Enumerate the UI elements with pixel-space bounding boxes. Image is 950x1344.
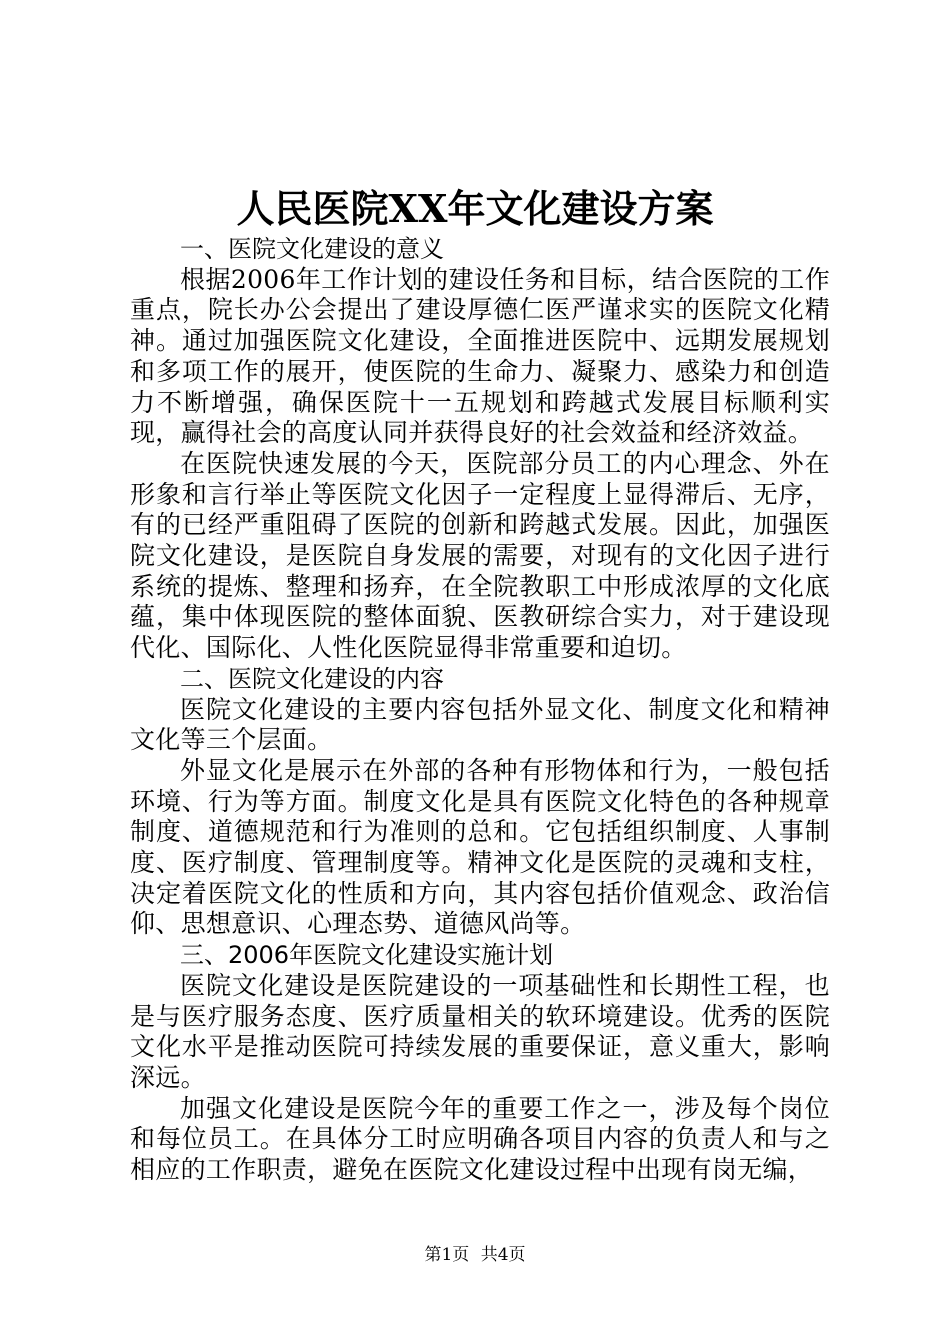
section-heading: 二、医院文化建设的内容 (180, 664, 444, 693)
section-heading: 一、医院文化建设的意义 (180, 235, 444, 263)
page-total: 共4页 (480, 1245, 526, 1265)
paragraph: 医院文化建设的主要内容包括外显文化、制度文化和精神文化等三个层面。 (130, 694, 830, 755)
paragraph: 在医院快速发展的今天，医院部分员工的内心理念、外在形象和言行举止等医院文化因子一定程度上显得滞后、无序，有的已经严重阻碍了医院的创新和跨越式发展。因此，加强医院文化建设，是医院自身发展的需要，对现有的文化因子进行系统的提炼、整理和扬弃，在全院教职工中形成浓厚的文化底蕴，集中体现医院的整体面貌、医教研综合实力，对于建设现代化、国际化、人性化医院显得非常重要和迫切。 (130, 448, 830, 663)
section-heading: 三、2006年医院文化建设实施计划 (180, 941, 554, 970)
paragraph: 医院文化建设是医院建设的一项基础性和长期性工程，也是与医疗服务态度、医疗质量相关的软环境建设。优秀的医院文化水平是推动医院可持续发展的重要保证，意义重大，影响深远。 (130, 970, 830, 1092)
paragraph: 加强文化建设是医院今年的重要工作之一，涉及每个岗位和每位员工。在具体分工时应明确各项目内容的负责人和与之相应的工作职责，避免在医院文化建设过程中出现有岗无编， (130, 1093, 830, 1185)
paragraph: 根据2006年工作计划的建设任务和目标，结合医院的工作重点，院长办公会提出了建设厚德仁医严谨求实的医院文化精神。通过加强医院文化建设，全面推进医院中、远期发展规划和多项工作的展开，使医院的生命力、凝聚力、感染力和创造力不断增强，确保医院十一五规划和跨越式发展目标顺利实现，赢得社会的高度认同并获得良好的社会效益和经济效益。 (130, 264, 830, 448)
section-3 (130, 940, 830, 1186)
document-title: 人民医院XX年文化建设方案 (236, 186, 714, 231)
section-1 (130, 234, 830, 664)
document-body (130, 234, 830, 1186)
section-2 (130, 664, 830, 940)
page-footer (0, 1243, 950, 1267)
paragraph: 外显文化是展示在外部的各种有形物体和行为，一般包括环境、行为等方面。制度文化是具有医院文化特色的各种规章制度、道德规范和行为准则的总和。它包括组织制度、人事制度、医疗制度、管理制度等。精神文化是医院的灵魂和支柱，决定着医院文化的性质和方向，其内容包括价值观念、政治信仰、思想意识、心理态势、道德风尚等。 (130, 755, 830, 939)
page-number: 第1页 (424, 1245, 470, 1265)
